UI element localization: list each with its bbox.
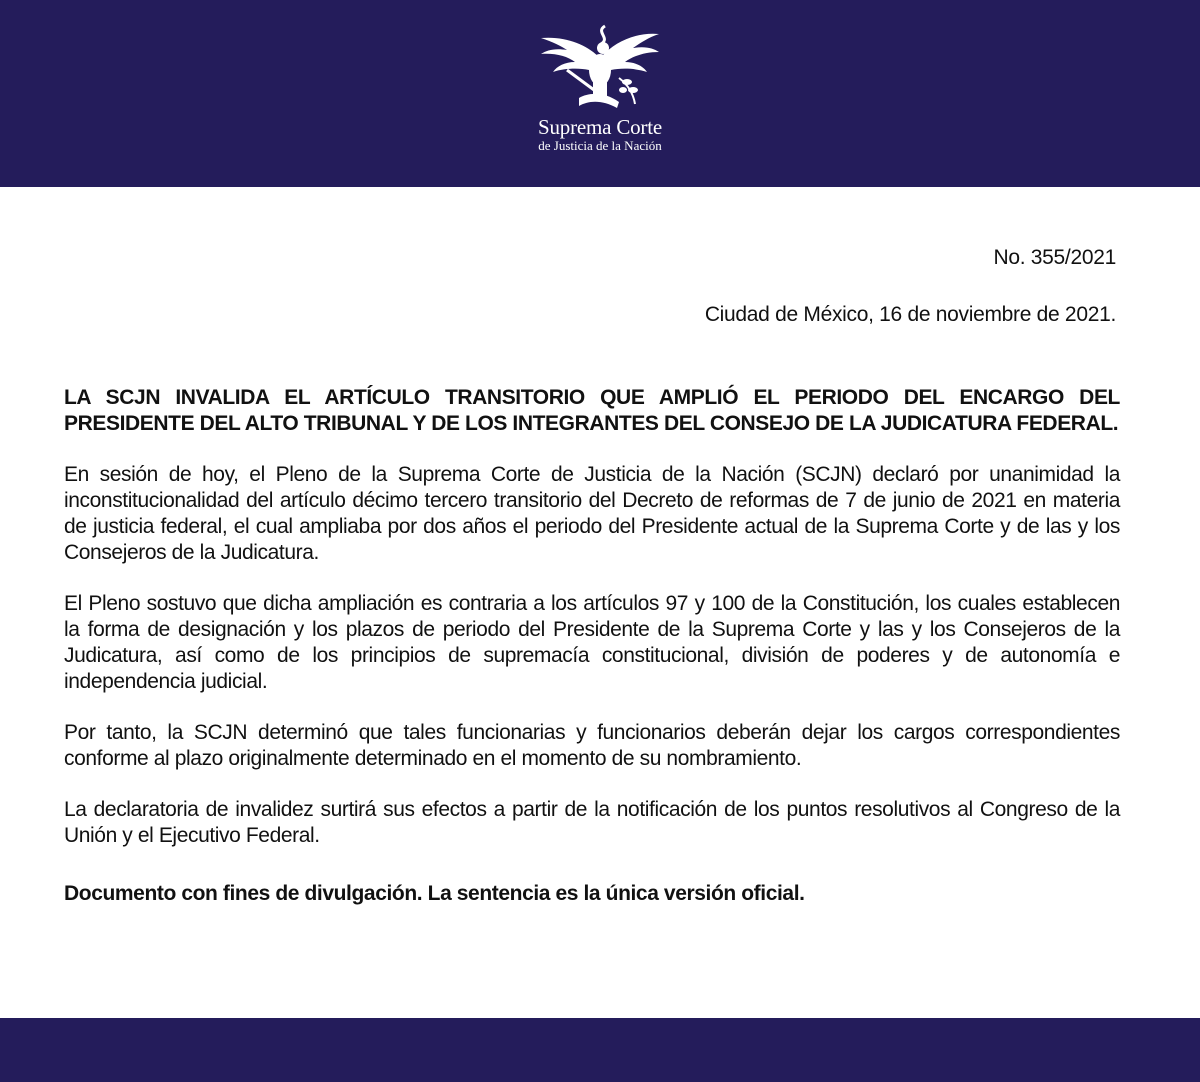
footer-band: [0, 1018, 1200, 1082]
paragraph-1: En sesión de hoy, el Pleno de la Suprema Corte de Justicia de la Nación (SCJN) declaró por unanimidad la inconstitucionalidad del artículo décimo tercero transitorio del Decreto de reformas de 7 de junio de 2021 en materia de justicia federal, el cual ampliaba por dos años el periodo del Presidente actual de la Suprema Corte y de las y los Consejeros de la Judicatura.: [64, 463, 1120, 564]
document-date: Ciudad de México, 16 de noviembre de 2021.: [704, 303, 1116, 326]
paragraph-4: La declaratoria de invalidez surtirá sus efectos a partir de la notificación de los puntos resolutivos al Congreso de la Unión y el Ejecutivo Federal.: [64, 798, 1120, 847]
disclaimer: Documento con fines de divulgación. La sentencia es la única versión oficial.: [64, 882, 805, 905]
paragraph-3: Por tanto, la SCJN determinó que tales funcionarias y funcionarios deberán dejar los cargos correspondientes conforme al plazo originalmente determinado en el momento de su nombramiento.: [64, 721, 1120, 770]
eagle-seal-icon: [535, 18, 665, 114]
scjn-logo: [500, 18, 700, 168]
logo-subtitle: de Justicia de la Nación: [538, 138, 662, 153]
document-number: No. 355/2021: [993, 246, 1116, 269]
document-body: [64, 385, 1120, 907]
paragraph-2: El Pleno sostuvo que dicha ampliación es contraria a los artículos 97 y 100 de la Constitución, los cuales establecen la forma de designación y los plazos de periodo del Presidente de la Suprema Corte y las y los Consejeros de la Judicatura, así como de los principios de supremacía constitucional, división de poderes y de autonomía e independencia judicial.: [64, 592, 1120, 693]
headline: LA SCJN INVALIDA EL ARTÍCULO TRANSITORIO QUE AMPLIÓ EL PERIODO DEL ENCARGO DEL PRESIDENTE DEL ALTO TRIBUNAL Y DE LOS INTEGRANTES DEL CONSEJO DE LA JUDICATURA FEDERAL.: [64, 386, 1120, 435]
header-band: [0, 0, 1200, 187]
logo-name: Suprema Corte: [538, 115, 662, 139]
